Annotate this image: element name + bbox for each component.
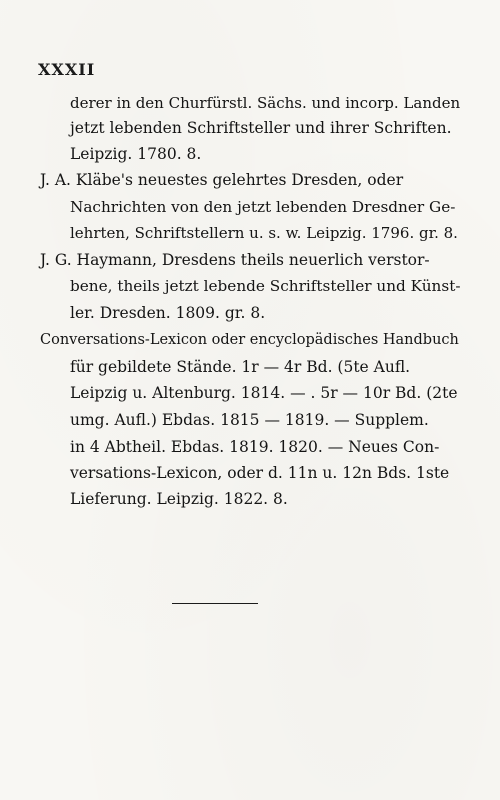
text-line: J. A. Kläbe's neuestes gelehrtes Dresden, oder xyxy=(40,171,404,189)
text-line: bene, theils jetzt lebende Schriftsteller und Künst- xyxy=(70,277,461,295)
text-line: jetzt lebenden Schriftsteller und ihrer Schriften. xyxy=(70,119,452,137)
text-line: in 4 Abtheil. Ebdas. 1819. 1820. — Neues Con- xyxy=(70,438,440,456)
page-number: XXXII xyxy=(38,60,96,79)
text-line: derer in den Churfürstl. Sächs. und incorp. Landen xyxy=(70,94,461,112)
text-line: Lieferung. Leipzig. 1822. 8. xyxy=(70,490,288,508)
text-line: J. G. Haymann, Dresdens theils neuerlich verstor- xyxy=(40,251,430,269)
text-line: umg. Aufl.) Ebdas. 1815 — 1819. — Supplem. xyxy=(70,411,429,429)
text-line: lehrten, Schriftstellern u. s. w. Leipzig. 1796. gr. 8. xyxy=(70,224,458,242)
text-line: Conversations-Lexicon oder encyclopädisches Handbuch xyxy=(40,332,459,348)
text-line: für gebildete Stände. 1r — 4r Bd. (5te Aufl. xyxy=(70,358,411,376)
text-line: ler. Dresden. 1809. gr. 8. xyxy=(70,304,266,322)
text-line: Leipzig. 1780. 8. xyxy=(70,145,202,163)
text-line: Leipzig u. Altenburg. 1814. — . 5r — 10r Bd. (2te xyxy=(70,384,458,402)
text-line: versations-Lexicon, oder d. 11n u. 12n Bds. 1ste xyxy=(70,464,450,482)
section-separator-rule xyxy=(172,603,258,604)
text-line: Nachrichten von den jetzt lebenden Dresdner Ge- xyxy=(70,198,456,216)
